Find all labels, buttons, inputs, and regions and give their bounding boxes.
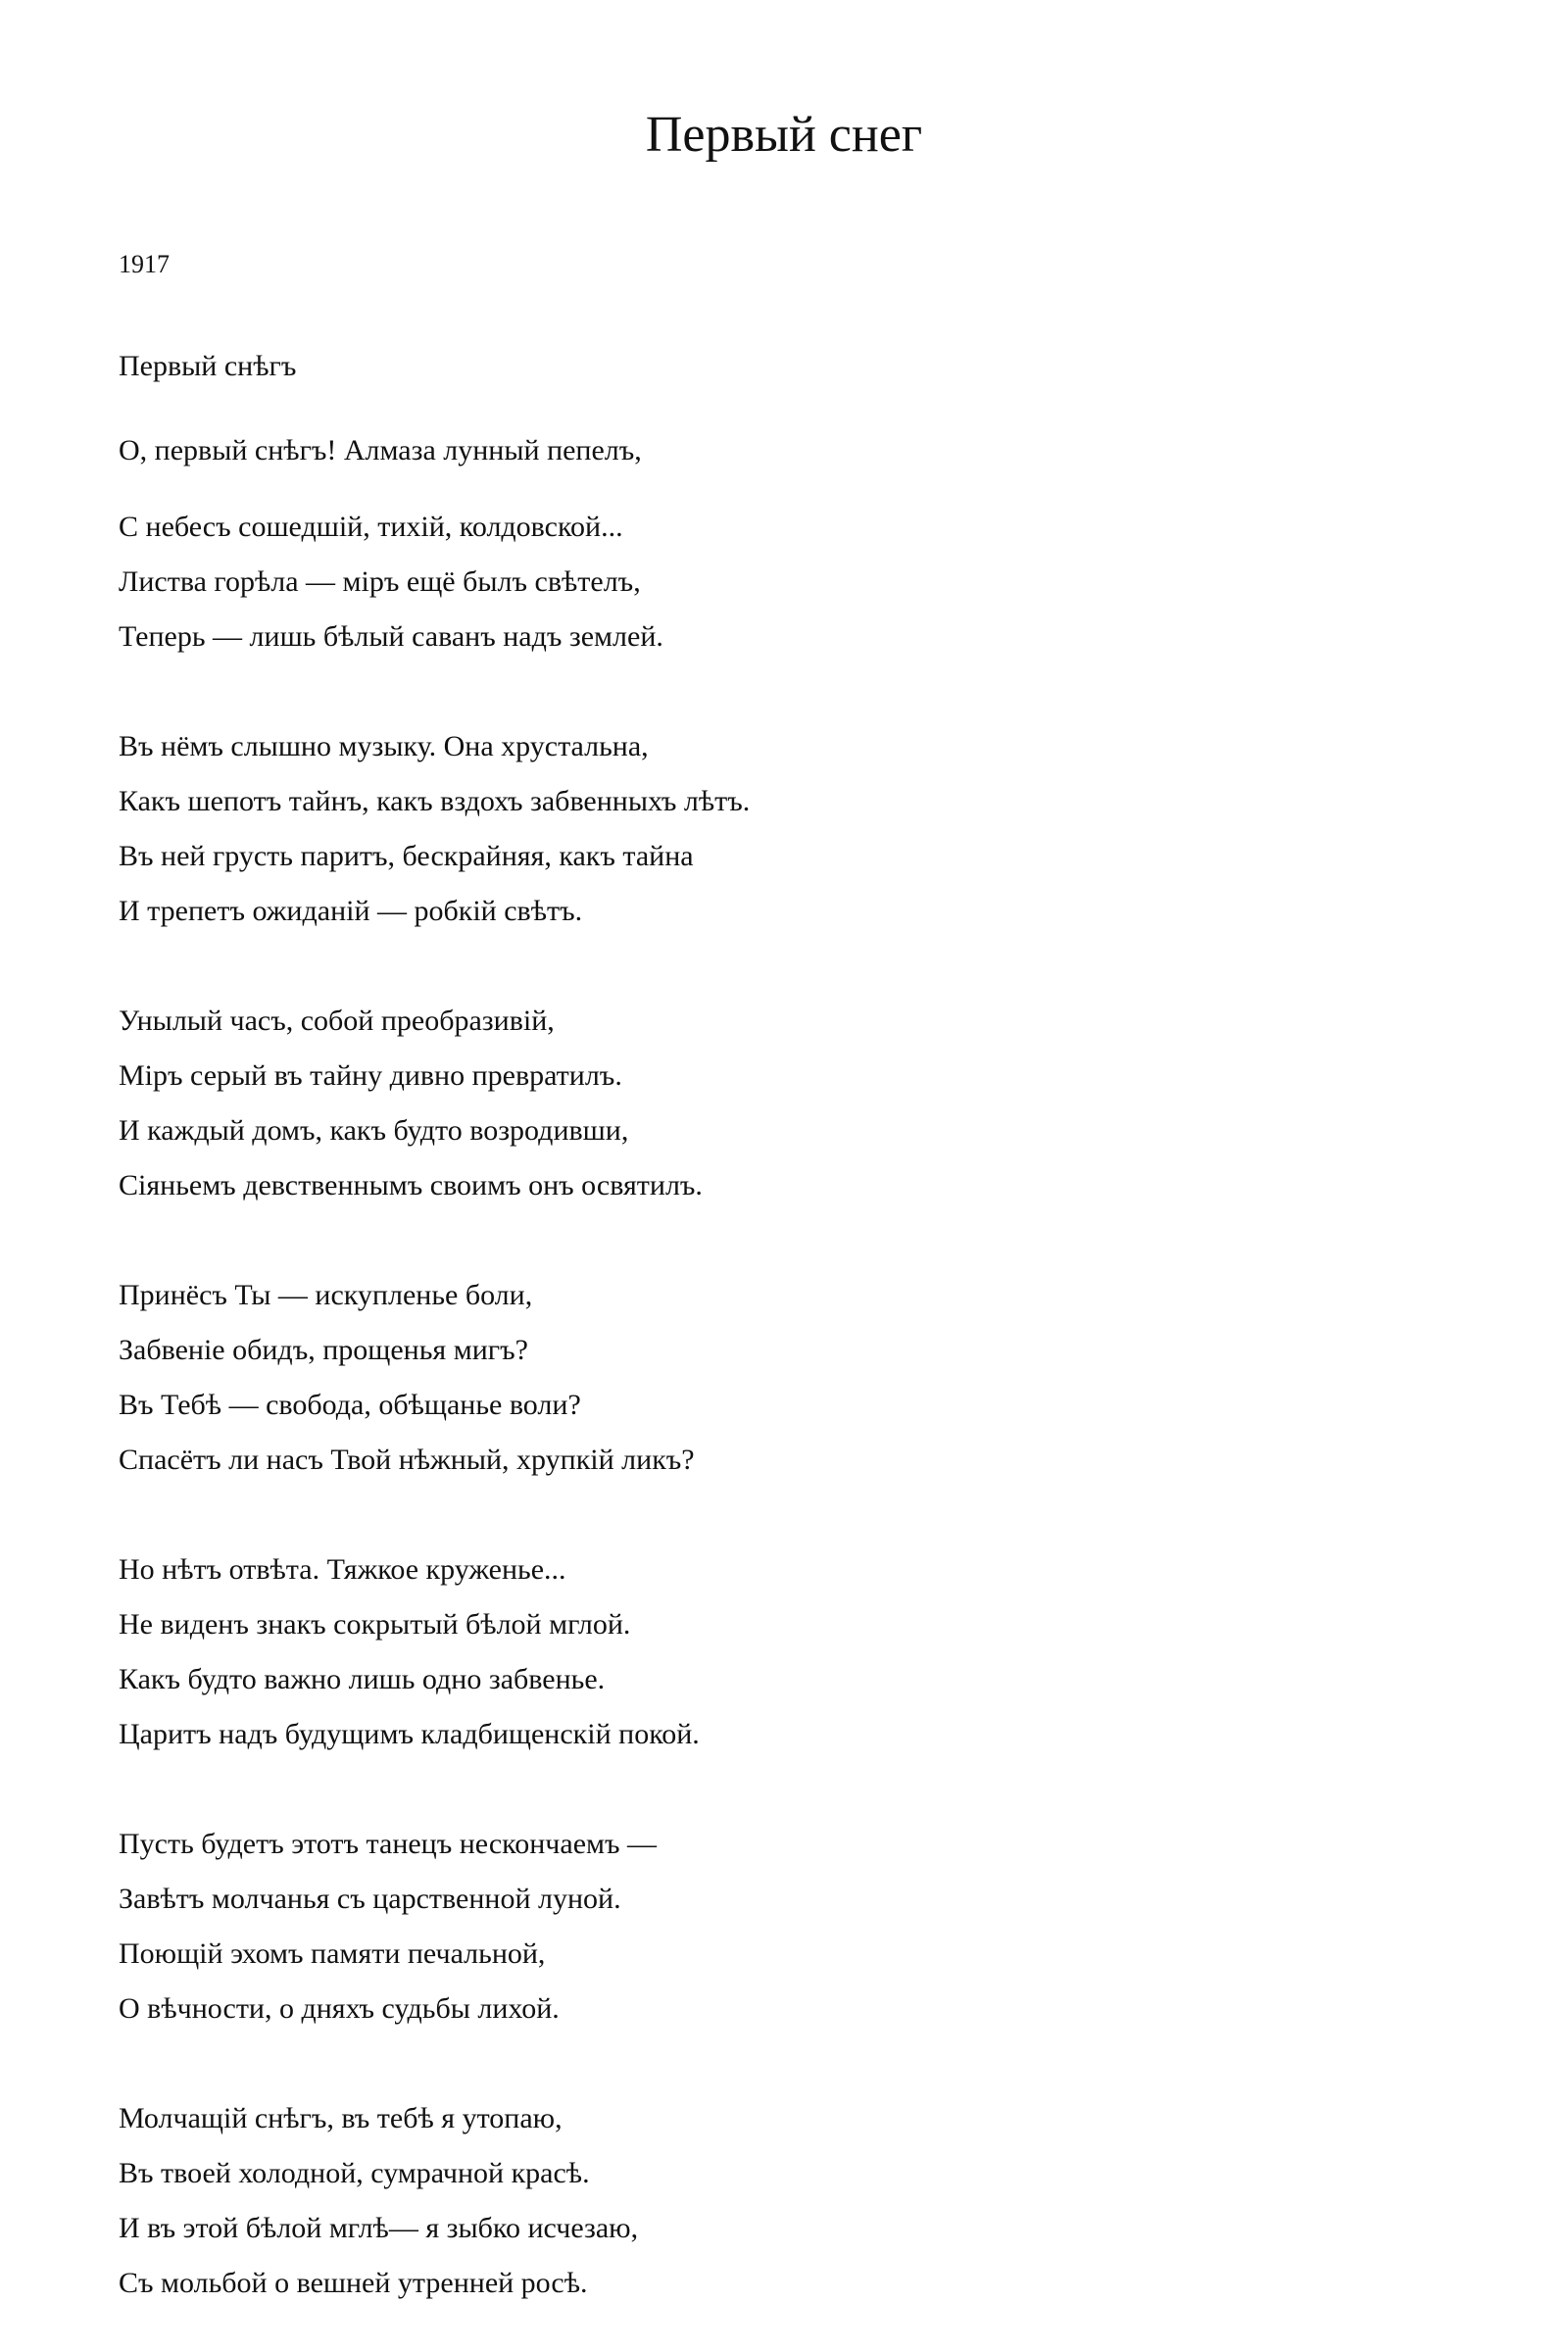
- stanza-line: И трепетъ ожиданій — робкій свѣтъ.: [119, 895, 583, 927]
- stanza-line: Завѣтъ молчанья съ царственной луной.: [119, 1883, 621, 1915]
- poem-year: 1917: [119, 250, 170, 278]
- poem-title: Первый снѣгъ: [119, 350, 297, 382]
- stanza-line: Принёсъ Ты — искупленье боли,: [119, 1279, 533, 1311]
- stanza-line: Унылый часъ, собой преобразивій,: [119, 1004, 555, 1037]
- stanza-line: Въ ней грусть паритъ, бескрайняя, какъ тайна: [119, 840, 694, 872]
- stanza-line: Съ мольбой о вешней утренней росѣ.: [119, 2267, 588, 2299]
- stanza-line: Не виденъ знакъ сокрытый бѣлой мглой.: [119, 1608, 631, 1641]
- stanza-line: Міръ серый въ тайну дивно превратилъ.: [119, 1059, 622, 1092]
- stanza-line: Пусть будетъ этотъ танецъ нескончаемъ —: [119, 1828, 658, 1860]
- stanza-line: Какъ шепотъ тайнъ, какъ вздохъ забвенныхъ лѣтъ.: [119, 785, 751, 817]
- stanza-line: О вѣчности, о дняхъ судьбы лихой.: [119, 1992, 560, 2025]
- page-title: Первый снег: [645, 107, 923, 163]
- stanza-line: С небесъ сошедшій, тихій, колдовской...: [119, 511, 623, 543]
- stanza-line: И каждый домъ, какъ будто возродивши,: [119, 1114, 629, 1147]
- stanza-line: Теперь — лишь бѣлый саванъ надъ землей.: [119, 620, 663, 653]
- stanza-line: Въ Тебѣ — свобода, обѣщанье воли?: [119, 1389, 581, 1421]
- stanza-line: И въ этой бѣлой мглѣ— я зыбко исчезаю,: [119, 2212, 639, 2244]
- stanza-line: Въ твоей холодной, сумрачной красѣ.: [119, 2157, 590, 2189]
- opening-line: О, первый снѣгъ! Алмаза лунный пепелъ,: [119, 434, 642, 466]
- stanza-line: Забвеніе обидъ, прощенья мигъ?: [119, 1334, 528, 1366]
- stanza-line: Спасётъ ли насъ Твой нѣжный, хрупкій ликъ?: [119, 1444, 695, 1476]
- stanza-line: Молчащій снѣгъ, въ тебѣ я утопаю,: [119, 2102, 563, 2134]
- stanza-line: Листва горѣла — міръ ещё былъ свѣтелъ,: [119, 565, 641, 598]
- stanza-line: Поющій эхомъ памяти печальной,: [119, 1937, 546, 1970]
- stanza-line: Какъ будто важно лишь одно забвенье.: [119, 1663, 606, 1695]
- stanza-line: Царитъ надъ будущимъ кладбищенскій покой.: [119, 1718, 700, 1750]
- stanza-line: Но нѣтъ отвѣта. Тяжкое круженье...: [119, 1553, 566, 1586]
- stanza-line: Сіяньемъ девственнымъ своимъ онъ освятилъ.: [119, 1169, 703, 1201]
- stanza-line: Въ нёмъ слышно музыку. Она хрустальна,: [119, 730, 649, 762]
